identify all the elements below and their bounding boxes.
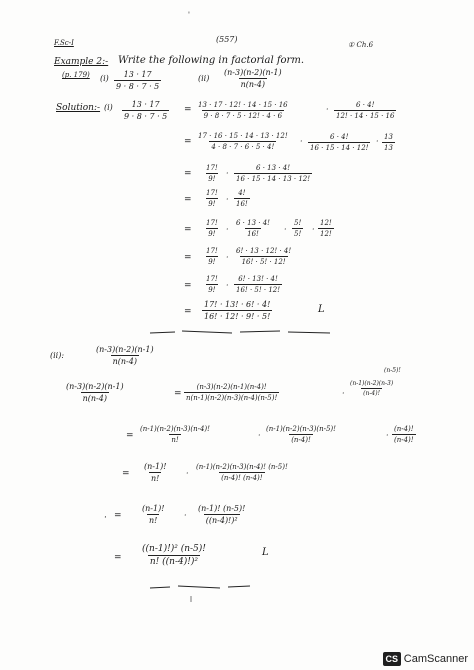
- dot-operator: ·: [184, 511, 187, 520]
- solution-label: Solution:-: [56, 103, 101, 113]
- camscanner-logo-icon: CS: [383, 652, 401, 666]
- numerator: ((n-1)!)² (n-5)!: [142, 544, 206, 554]
- denominator: 16! · 5! · 12!: [236, 286, 281, 294]
- camscanner-name: CamScanner: [403, 653, 468, 665]
- dot-operator: ·: [312, 225, 315, 234]
- denominator: 9!: [208, 200, 216, 208]
- denominator: 12!: [320, 230, 332, 238]
- numerator: 17!: [206, 164, 218, 172]
- top-mark: ': [188, 11, 190, 19]
- denominator: 16 · 15 · 14 · 12!: [310, 144, 369, 152]
- numerator: 4!: [238, 189, 246, 197]
- numerator: (n-1)(n-2)(n-3)(n-4)! (n-5)!: [196, 463, 288, 471]
- dot-operator: ·: [342, 389, 345, 398]
- dot-operator: ·: [284, 225, 287, 234]
- numerator: 17 · 16 · 15 · 14 · 13 · 12!: [198, 132, 288, 140]
- denominator: (n-4)!: [291, 436, 311, 444]
- numerator: (n-1)(n-2)(n-3)(n-4)!: [140, 425, 210, 433]
- equals-sign: =: [184, 225, 192, 235]
- dot-operator: ·: [186, 469, 189, 478]
- equals-sign: =: [184, 105, 192, 115]
- numerator: 13 · 17 · 12! · 14 · 15 · 16: [198, 101, 288, 109]
- denominator: 16!: [247, 230, 259, 238]
- class-label: F.Sc-I: [54, 39, 74, 47]
- numerator: 6 · 13 · 4!: [256, 164, 291, 172]
- denominator: 4 · 8 · 7 · 6 · 5 · 4!: [211, 143, 275, 151]
- numerator: 13 · 17: [131, 100, 160, 109]
- dot-operator: ·: [226, 281, 229, 290]
- final-mark: L: [262, 547, 269, 558]
- denominator: n(n-4): [82, 394, 107, 403]
- numerator: 5!: [294, 219, 302, 227]
- numerator: (n-1)(n-2)(n-3)(n-5)!: [266, 425, 336, 433]
- dot-operator: ·: [258, 431, 261, 440]
- denominator: 9!: [208, 286, 216, 294]
- denominator: 12! · 14 · 15 · 16: [336, 112, 395, 120]
- numerator: 6! · 13 · 12! · 4!: [236, 247, 292, 255]
- denominator: (n-4)! (n-4)!: [221, 474, 263, 482]
- example-page-ref: (p. 179): [62, 71, 90, 79]
- equals-sign: =: [114, 511, 122, 521]
- equals-sign: =: [184, 281, 192, 291]
- numerator: 17!: [206, 247, 218, 255]
- numerator: 17!: [206, 189, 218, 197]
- chapter-label: ① Ch.6: [348, 41, 374, 49]
- numerator: 17! · 13! · 6! · 4!: [204, 300, 271, 309]
- numerator: 17!: [206, 275, 218, 283]
- denominator: n(n-4): [112, 357, 137, 366]
- page-number: (557): [216, 35, 238, 44]
- numerator: 6 · 4!: [356, 101, 375, 109]
- numerator: 12!: [320, 219, 332, 227]
- equals-sign: =: [184, 169, 192, 179]
- numerator: (n-1)(n-2)(n-3): [350, 380, 394, 387]
- equals-sign: =: [184, 137, 192, 147]
- denominator: 16 · 15 · 14 · 13 · 12!: [236, 175, 311, 183]
- denominator: 9 · 8 · 7 · 5: [116, 82, 160, 91]
- equals-sign: =: [114, 553, 122, 563]
- denominator: 9 · 8 · 7 · 5: [124, 112, 168, 121]
- equals-sign: =: [174, 389, 182, 399]
- numerator: (n-3)(n-2)(n-1)(n-4)!: [196, 383, 267, 391]
- denominator: 16! · 5! · 12!: [241, 258, 286, 266]
- denominator: 5!: [294, 230, 302, 238]
- denominator: 9!: [208, 258, 216, 266]
- denominator: 16!: [236, 200, 248, 208]
- numerator: 13 · 17: [123, 70, 152, 79]
- numerator: (n-1)!: [144, 462, 167, 471]
- dot-operator: ·: [226, 225, 229, 234]
- numerator: (n-3)(n-2)(n-1): [224, 68, 282, 77]
- denominator: 9!: [208, 175, 216, 183]
- example-part-i-label: (i): [100, 74, 109, 83]
- dot-operator: ·: [226, 195, 229, 204]
- denominator: n!: [149, 516, 158, 525]
- dot-operator: ·: [386, 431, 389, 440]
- numerator: (n-3)(n-2)(n-1): [96, 345, 154, 354]
- equals-sign: =: [122, 469, 130, 479]
- denominator: n(n-4): [240, 80, 265, 89]
- denominator: 16! · 12! · 9! · 5!: [204, 312, 271, 321]
- equals-sign: =: [184, 307, 192, 317]
- denominator: 9 · 8 · 7 · 5 · 12! · 4 · 6: [203, 112, 283, 120]
- equals-sign: =: [126, 431, 134, 441]
- denominator: n!: [151, 474, 160, 483]
- dot-operator: ·: [376, 137, 379, 146]
- m1-tail-top: (n-5)!: [384, 367, 401, 374]
- dot-operator: ·: [226, 169, 229, 178]
- numerator: 6! · 13! · 4!: [238, 275, 278, 283]
- solution-part-ii-label: (ii):: [50, 351, 65, 360]
- dot-operator: ·: [226, 253, 229, 262]
- example-label: Example 2:-: [54, 57, 109, 67]
- denominator: 9!: [208, 230, 216, 238]
- denominator: ((n-4)!)²: [205, 516, 238, 525]
- camscanner-watermark: [383, 652, 468, 666]
- numerator: 6 · 4!: [330, 133, 349, 141]
- numerator: 6 · 13 · 4!: [236, 219, 270, 227]
- numerator: (n-3)(n-2)(n-1): [66, 382, 124, 391]
- denominator: (n-4)!: [363, 390, 380, 397]
- denominator: (n-4)!: [394, 436, 414, 444]
- dot-operator: ·: [300, 137, 303, 146]
- solution-part-i-label: (i): [104, 103, 113, 112]
- dot-operator: ·: [326, 105, 329, 114]
- denominator: n!: [171, 436, 179, 444]
- numerator: (n-1)!: [142, 504, 165, 513]
- numerator: 13: [384, 133, 393, 141]
- numerator: (n-4)!: [394, 425, 414, 433]
- denominator: 13: [384, 144, 393, 152]
- example-part-ii-label: (ii): [198, 74, 210, 83]
- final-mark: L: [318, 304, 325, 315]
- numerator: (n-1)! (n-5)!: [198, 504, 246, 513]
- equals-sign: =: [184, 195, 192, 205]
- equals-sign: =: [184, 253, 192, 263]
- numerator: 17!: [206, 219, 218, 227]
- dot-operator: ·: [104, 513, 107, 523]
- denominator: n(n-1)(n-2)(n-3)(n-4)(n-5)!: [186, 394, 278, 402]
- denominator: n! ((n-4)!)²: [149, 557, 198, 567]
- instruction-text: Write the following in factorial form.: [118, 55, 304, 66]
